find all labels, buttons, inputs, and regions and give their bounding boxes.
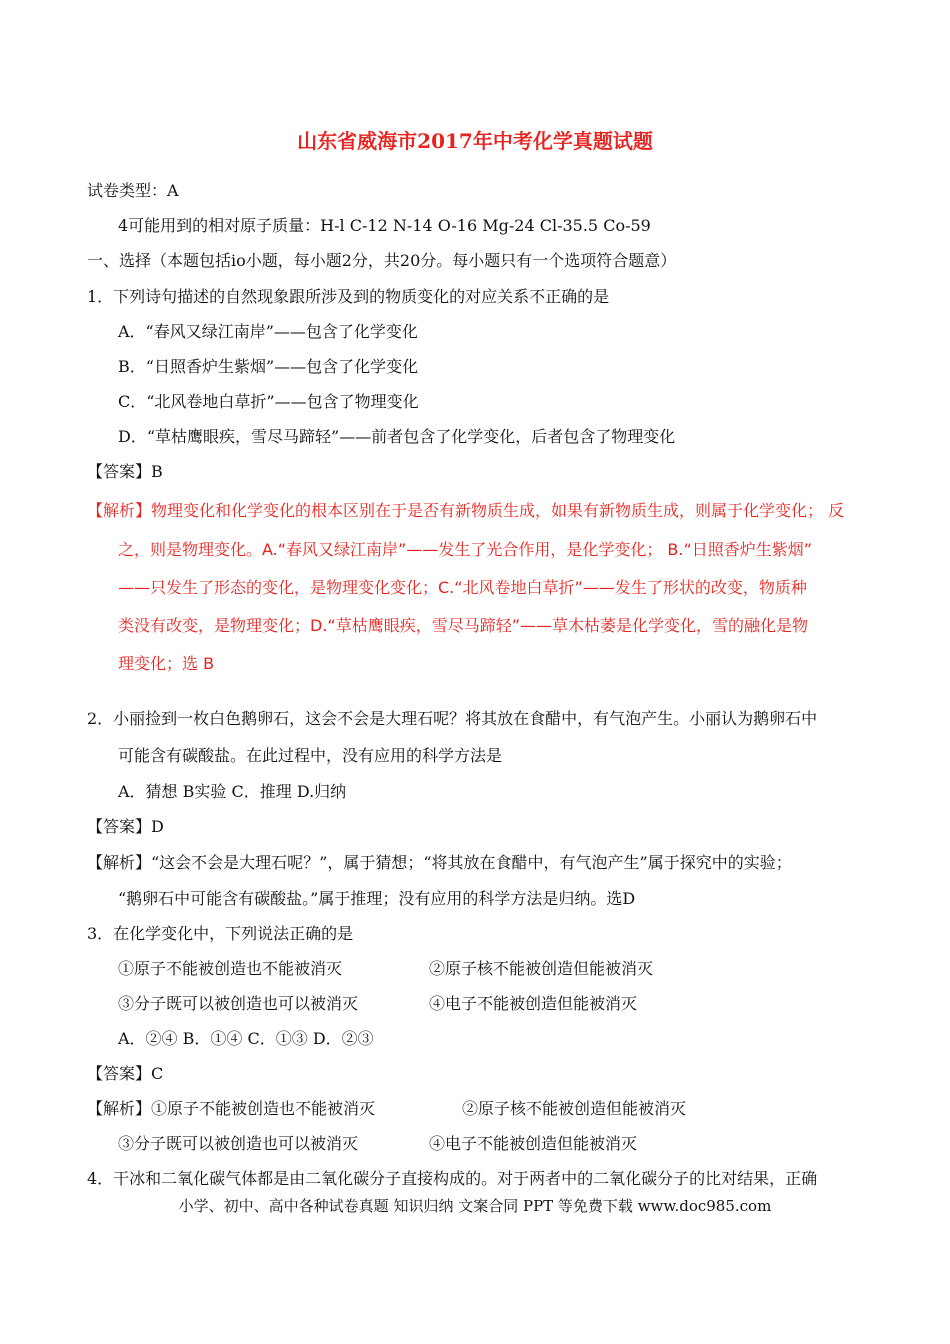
question-3-statement-4: ④电子不能被创造但能被消灭: [429, 994, 638, 1013]
question-3-explanation-statement-4: ④电子不能被创造但能被消灭: [429, 1134, 638, 1153]
question-1-option-d: D．“草枯鹰眼疾，雪尽马蹄轻”——前者包含了化学变化，后者包含了物理变化: [118, 427, 676, 446]
question-3-answer: 【答案】C: [87, 1064, 164, 1083]
question-1-answer: 【答案】B: [87, 462, 163, 481]
question-1-option-c: C．“北风卷地白草折”——包含了物理变化: [118, 392, 419, 411]
question-1-explanation-line: 【解析】物理变化和化学变化的根本区别在于是否有新物质生成，如果有新物质生成，则属于化学变化； 反: [87, 501, 845, 520]
document-title: 山东省威海市2017年中考化学真题试题: [297, 129, 653, 153]
question-2-explanation-line-1: 【解析】“这会不会是大理石呢？”，属于猜想；“将其放在食醋中，有气泡产生”属于探究中的实验；: [87, 853, 792, 872]
section-heading: 一、选择（本题包括io小题，每小题2分，共20分。每小题只有一个选项符合题意）: [87, 251, 677, 270]
question-1-explanation-line: 理变化；选 B: [118, 654, 215, 673]
question-3-stem: 3．在化学变化中，下列说法正确的是: [87, 924, 354, 943]
question-2-answer: 【答案】D: [87, 817, 164, 836]
question-2-explanation-line-2: “鹅卵石中可能含有碳酸盐。”属于推理；没有应用的科学方法是归纳。选D: [118, 889, 636, 908]
page-footer[interactable]: 小学、初中、高中各种试卷真题 知识归纳 文案合同 PPT 等免费下载 www.doc985.com: [178, 1197, 772, 1215]
paper-type: 试卷类型：A: [87, 181, 179, 200]
question-1-explanation-line: 之，则是物理变化。A.“春风又绿江南岸”——发生了光合作用，是化学变化； B.“日照香炉生紫烟”: [118, 540, 813, 559]
question-1-explanation-line: 类没有改变，是物理变化；D.“草枯鹰眼疾，雪尽马蹄轻”——草木枯萎是化学变化，雪的融化是物: [118, 616, 808, 635]
question-3-statement-1: ①原子不能被创造也不能被消灭: [118, 959, 343, 978]
question-3-options: A．②④ B．①④ C．①③ D．②③: [118, 1029, 374, 1048]
question-3-statement-3: ③分子既可以被创造也可以被消灭: [118, 994, 359, 1013]
question-2-options: A．猜想 B实验 C．推理 D.归纳: [118, 782, 347, 801]
atomic-mass-line: 4可能用到的相对原子质量：H-l C-12 N-14 O-16 Mg-24 Cl-35.5 Co-59: [118, 216, 651, 235]
question-1-stem: 1．下列诗句描述的自然现象跟所涉及到的物质变化的对应关系不正确的是: [87, 287, 610, 306]
question-1-option-b: B．“日照香炉生紫烟”——包含了化学变化: [118, 357, 419, 376]
question-3-explanation-statement-1: 【解析】①原子不能被创造也不能被消灭: [87, 1099, 376, 1118]
question-1-option-a: A．“春风又绿江南岸”——包含了化学变化: [118, 322, 418, 341]
question-3-explanation-statement-3: ③分子既可以被创造也可以被消灭: [118, 1134, 359, 1153]
question-3-explanation-statement-2: ②原子核不能被创造但能被消灭: [462, 1099, 687, 1118]
question-2-stem-line-1: 2．小丽捡到一枚白色鹅卵石，这会不会是大理石呢？将其放在食醋中，有气泡产生。小丽认为鹅卵石中: [87, 709, 818, 728]
question-2-stem-line-2: 可能含有碳酸盐。在此过程中，没有应用的科学方法是: [118, 746, 503, 765]
question-4-stem: 4．干冰和二氧化碳气体都是由二氧化碳分子直接构成的。对于两者中的二氧化碳分子的比对结果，正确: [87, 1169, 818, 1188]
question-3-statement-2: ②原子核不能被创造但能被消灭: [429, 959, 654, 978]
question-1-explanation-line: ——只发生了形态的变化，是物理变化变化；C.“北风卷地白草折”——发生了形状的改变，物质种: [118, 578, 807, 597]
